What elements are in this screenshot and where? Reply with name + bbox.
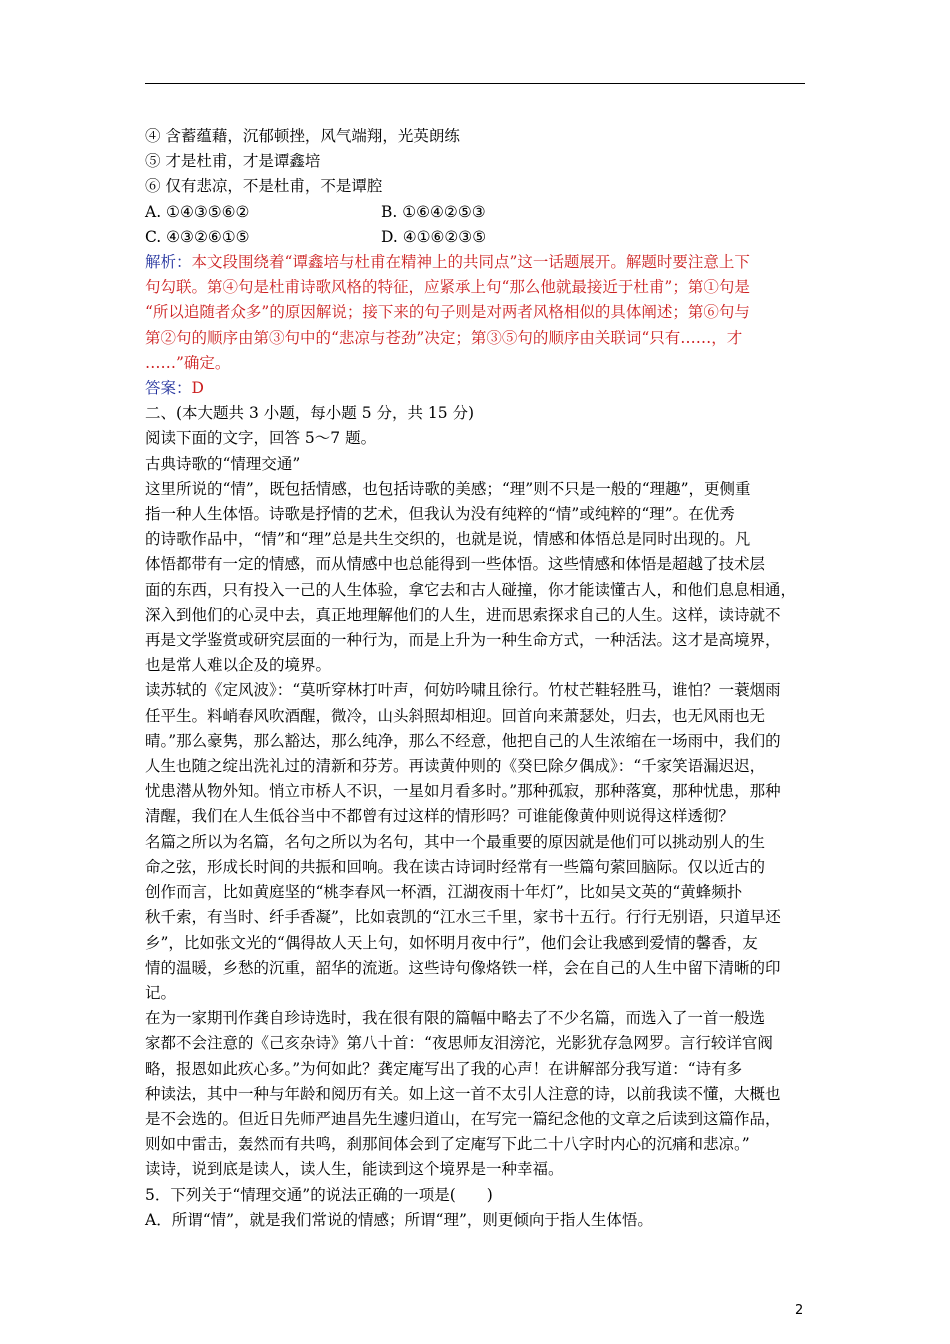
passage-title: 古典诗歌的“情理交通” xyxy=(145,454,301,473)
passage-line: 任平生。料峭春风吹酒醒，微冷，山头斜照却相迎。回首向来萧瑟处，归去，也无风雨也无 xyxy=(145,706,766,725)
passage-line: 的诗歌作品中，“情”和“理”总是共生交织的，也就是说，情感和体悟总是同时出现的。凡 xyxy=(145,530,751,549)
choice-item-5: ⑤ 才是杜甫，才是谭鑫培 xyxy=(145,152,321,171)
option-a: A. ①④③⑤⑥② xyxy=(145,202,250,221)
passage-line: 名篇之所以为名篇，名句之所以为名句，其中一个最重要的原因就是他们可以挑动别人的生 xyxy=(145,832,766,851)
choice-item-6: ⑥ 仅有悲凉，不是杜甫，不是谭腔 xyxy=(145,177,383,196)
page-content xyxy=(145,124,810,1233)
passage-line: 清醒，我们在人生低谷当中不都曾有过这样的情形吗？可谁能像黄仲则说得这样透彻？ xyxy=(145,807,735,826)
options-row-ab xyxy=(145,200,810,225)
option-c: C. ④③②⑥①⑤ xyxy=(145,227,250,246)
choice-item-4: ④ 含蓄蕴藉，沉郁顿挫，风气端翔，光英朗练 xyxy=(145,127,460,145)
answer-line xyxy=(145,376,810,401)
header-rule xyxy=(145,83,805,84)
analysis-line: 本文段围绕着“谭鑫培与杜甫在精神上的共同点”这一话题展开。解题时要注意上下 xyxy=(191,253,750,272)
passage-line: 人生也随之绽出洗礼过的清新和芬芳。再读黄仲则的《癸巳除夕偶成》：“千家笑语漏迟迟， xyxy=(145,757,766,776)
page-number: 2 xyxy=(795,1303,804,1318)
option-b: B. ①⑥④②⑤③ xyxy=(381,202,486,221)
passage-line: 记。 xyxy=(145,983,177,1002)
analysis-line: “所以追随者众多”的原因解说；接下来的句子则是对两者风格相似的具体阐述；第⑥句与 xyxy=(145,303,750,322)
passage-line: 体悟都带有一定的情感，而从情感中也总能得到一些体悟。这些情感和体悟是超越了技术层 xyxy=(145,555,766,574)
passage-line: 也是常人难以企及的境界。 xyxy=(145,656,332,675)
question-stem: 5．下列关于“情理交通”的说法正确的一项是( ) xyxy=(145,1185,493,1204)
passage-line: 则如中雷击，轰然而有共鸣，刹那间体会到了定庵写下此二十八字时内心的沉痛和悲凉。” xyxy=(145,1135,750,1154)
passage-line: 在为一家期刊作龚自珍诗选时，我在很有限的篇幅中略去了不少名篇，而选入了一首一般选 xyxy=(145,1009,766,1028)
passage-line: 是不会选的。但近日先师严迪昌先生遽归道山，在写完一篇纪念他的文章之后读到这篇作品， xyxy=(145,1109,781,1128)
passage-line: 深入到他们的心灵中去，真正地理解他们的人生，进而思索探求自己的人生。这样，读诗就不 xyxy=(145,605,781,624)
passage-line: 创作而言，比如黄庭坚的“桃李春风一杯酒，江湖夜雨十年灯”，比如吴文英的“黄蜂频扑 xyxy=(145,883,743,902)
passage-line: 读诗，说到底是读人，读人生，能读到这个境界是一种幸福。 xyxy=(145,1160,564,1179)
passage-line: 乡”，比如张文光的“偶得故人天上句，如怀明月夜中行”，他们会让我感到爱情的馨香，友 xyxy=(145,933,758,952)
passage-line: 情的温暖，乡愁的沉重，韶华的流逝。这些诗句像烙铁一样，会在自己的人生中留下清晰的印 xyxy=(145,958,781,977)
passage-line: 略，报恩如此疚心多。”为何如此？龚定庵写出了我的心声！在讲解部分我写道：“诗有多 xyxy=(145,1059,743,1078)
passage-line: 晴。”那么豪隽，那么豁达，那么纯净，那么不经意，他把自己的人生浓缩在一场雨中，我们的 xyxy=(145,731,781,750)
passage-line: 这里所说的“情”，既包括情感，也包括诗歌的美感；“理”则不只是一般的“理趣”，更侧重 xyxy=(145,479,751,498)
analysis-label: 解析： xyxy=(145,253,192,272)
section-instruction: 阅读下面的文字，回答 5～7 题。 xyxy=(145,429,377,448)
passage-line: 忧患潜从物外知。悄立市桥人不识，一星如月看多时。”那种孤寂，那种落寞，那种忧患，那种 xyxy=(145,782,781,801)
answer-value: D xyxy=(191,379,204,398)
passage-line: 面的东西，只有投入一己的人生体验，拿它去和古人碰撞，你才能读懂古人，和他们息息相通， xyxy=(145,580,797,599)
passage-line: 命之弦，形成长时间的共振和回响。我在读古诗词时经常有一些篇句萦回脑际。仅以近古的 xyxy=(145,857,766,876)
passage-line: 再是文学鉴赏或研究层面的一种行为，而是上升为一种生命方式，一种活法。这才是高境界， xyxy=(145,631,781,650)
answer-label: 答案： xyxy=(145,379,192,398)
passage-body xyxy=(145,477,810,1183)
options-row-cd xyxy=(145,225,810,250)
analysis-block xyxy=(145,250,810,376)
option-d: D. ④①⑥②③⑤ xyxy=(381,227,487,246)
passage-line: 读苏轼的《定风波》：“莫听穿林打叶声，何妨吟啸且徐行。竹杖芒鞋轻胜马，谁怕？一蓑烟雨 xyxy=(145,681,781,700)
passage-line: 指一种人生体悟。诗歌是抒情的艺术，但我认为没有纯粹的“情”或纯粹的“理”。在优秀 xyxy=(145,505,735,524)
passage-line: 家都不会注意的《己亥杂诗》第八十首：“夜思师友泪滂沱，光影犹存急网罗。言行较详官阀 xyxy=(145,1034,773,1053)
analysis-line: 第②句的顺序由第③句中的“悲凉与苍劲”决定；第③⑤句的顺序由关联词“只有……，才 xyxy=(145,328,743,347)
analysis-line: 句勾联。第④句是杜甫诗歌风格的特征，应紧承上句“那么他就最接近于杜甫”；第①句是 xyxy=(145,278,750,297)
section-header: 二、(本大题共 3 小题，每小题 5 分，共 15 分) xyxy=(145,404,475,423)
passage-line: 种读法，其中一种与年龄和阅历有关。如上这一首不太引人注意的诗，以前我读不懂，大概也 xyxy=(145,1084,781,1103)
analysis-line: ……”确定。 xyxy=(145,353,231,372)
question-option-a: A．所谓“情”，就是我们常说的情感；所谓“理”，则更倾向于指人生体悟。 xyxy=(145,1210,653,1229)
passage-line: 秋千索，有当时、纤手香凝”，比如袁凯的“江水三千里，家书十五行。行行无别语，只道早还 xyxy=(145,908,781,927)
